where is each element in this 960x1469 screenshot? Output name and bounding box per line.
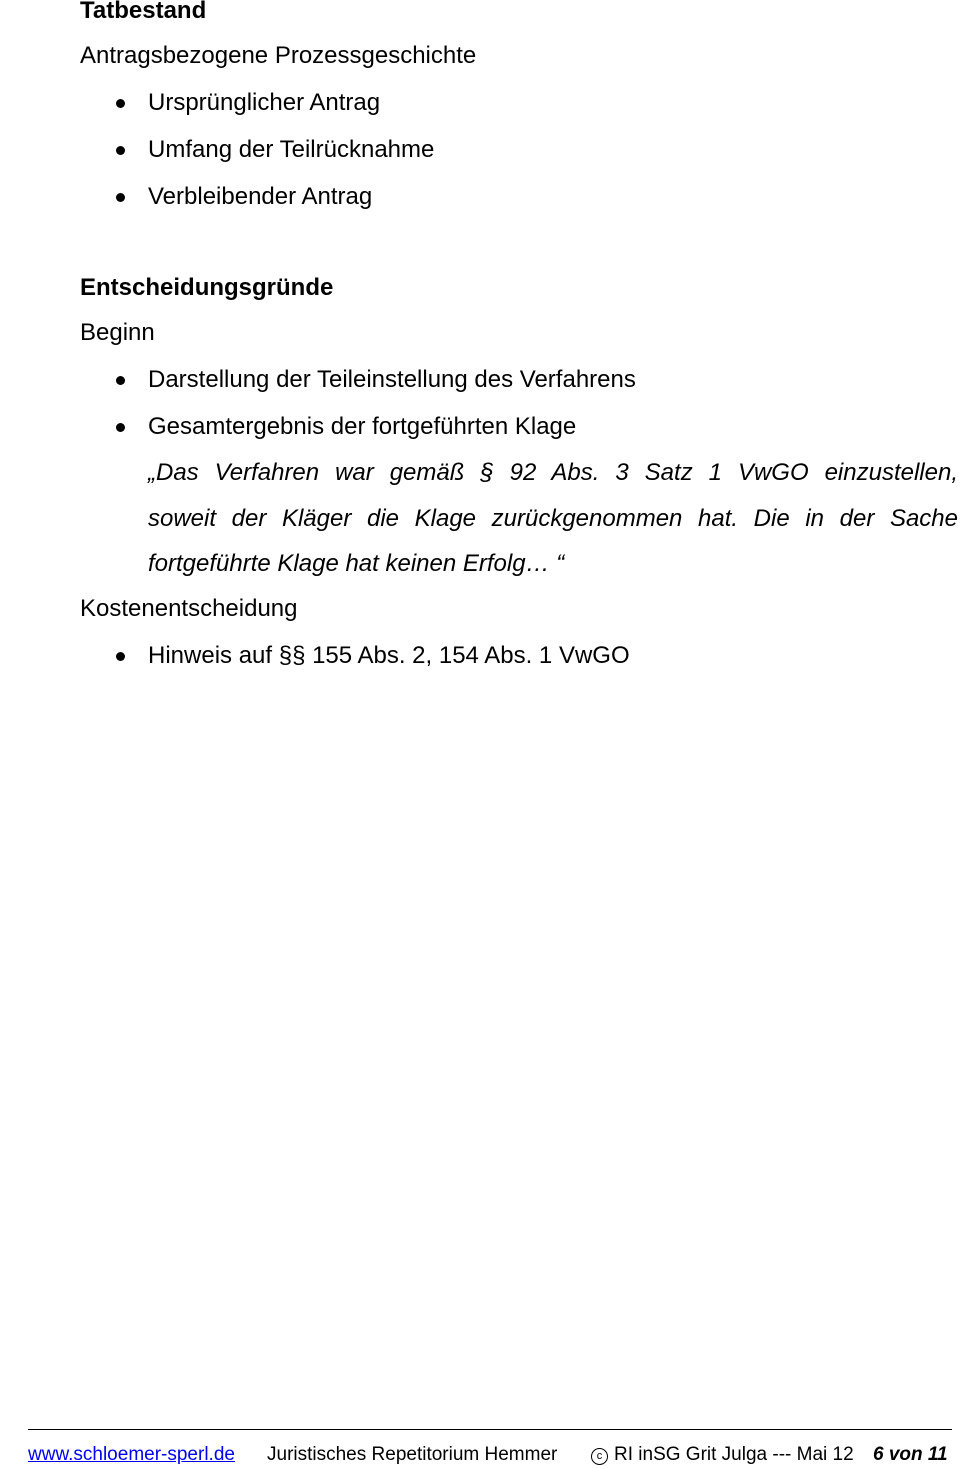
bullet-icon [116, 423, 125, 432]
section-heading-tatbestand: Tatbestand [80, 0, 207, 24]
quote-line: soweit der Kläger die Klage zurückgenommen hat. Die in der Sache [148, 505, 958, 532]
bullet-icon [116, 146, 125, 155]
bullet-icon [116, 376, 125, 385]
quote-line: „Das Verfahren war gemäß § 92 Abs. 3 Satz 1 VwGO einzustellen, [148, 459, 958, 486]
footer-author [591, 1443, 854, 1467]
list-item-text: Ursprünglicher Antrag [148, 89, 381, 116]
bullet-icon [116, 193, 125, 202]
list-item-text: Umfang der Teilrücknahme [148, 136, 435, 163]
footer-divider [28, 1429, 952, 1430]
subheading-beginn: Beginn [80, 319, 155, 346]
section-heading-entscheidungsgruende: Entscheidungsgründe [80, 274, 334, 301]
list-item-text: Darstellung der Teileinstellung des Verfahrens [148, 366, 636, 393]
bullet-icon [116, 99, 125, 108]
footer-website-link[interactable] [28, 1443, 235, 1467]
bullet-icon [116, 652, 125, 661]
subheading-kostenentscheidung: Kostenentscheidung [80, 595, 298, 622]
author-text: RI inSG Grit Julga --- Mai 12 [614, 1444, 854, 1465]
list-item-text: Verbleibender Antrag [148, 183, 373, 210]
copyright-icon: c [591, 1448, 608, 1465]
quote-line: fortgeführte Klage hat keinen Erfolg… “ [148, 550, 565, 577]
list-item-text: Gesamtergebnis der fortgeführten Klage [148, 413, 577, 440]
footer-page-number: 6 von 11 [873, 1444, 948, 1465]
website-link-text[interactable]: www.schloemer-sperl.de [28, 1444, 235, 1465]
footer-repetitorium: Juristisches Repetitorium Hemmer [267, 1444, 558, 1465]
subheading-prozessgeschichte: Antragsbezogene Prozessgeschichte [80, 42, 477, 69]
list-item-text: Hinweis auf §§ 155 Abs. 2, 154 Abs. 1 VwGO [148, 642, 630, 669]
